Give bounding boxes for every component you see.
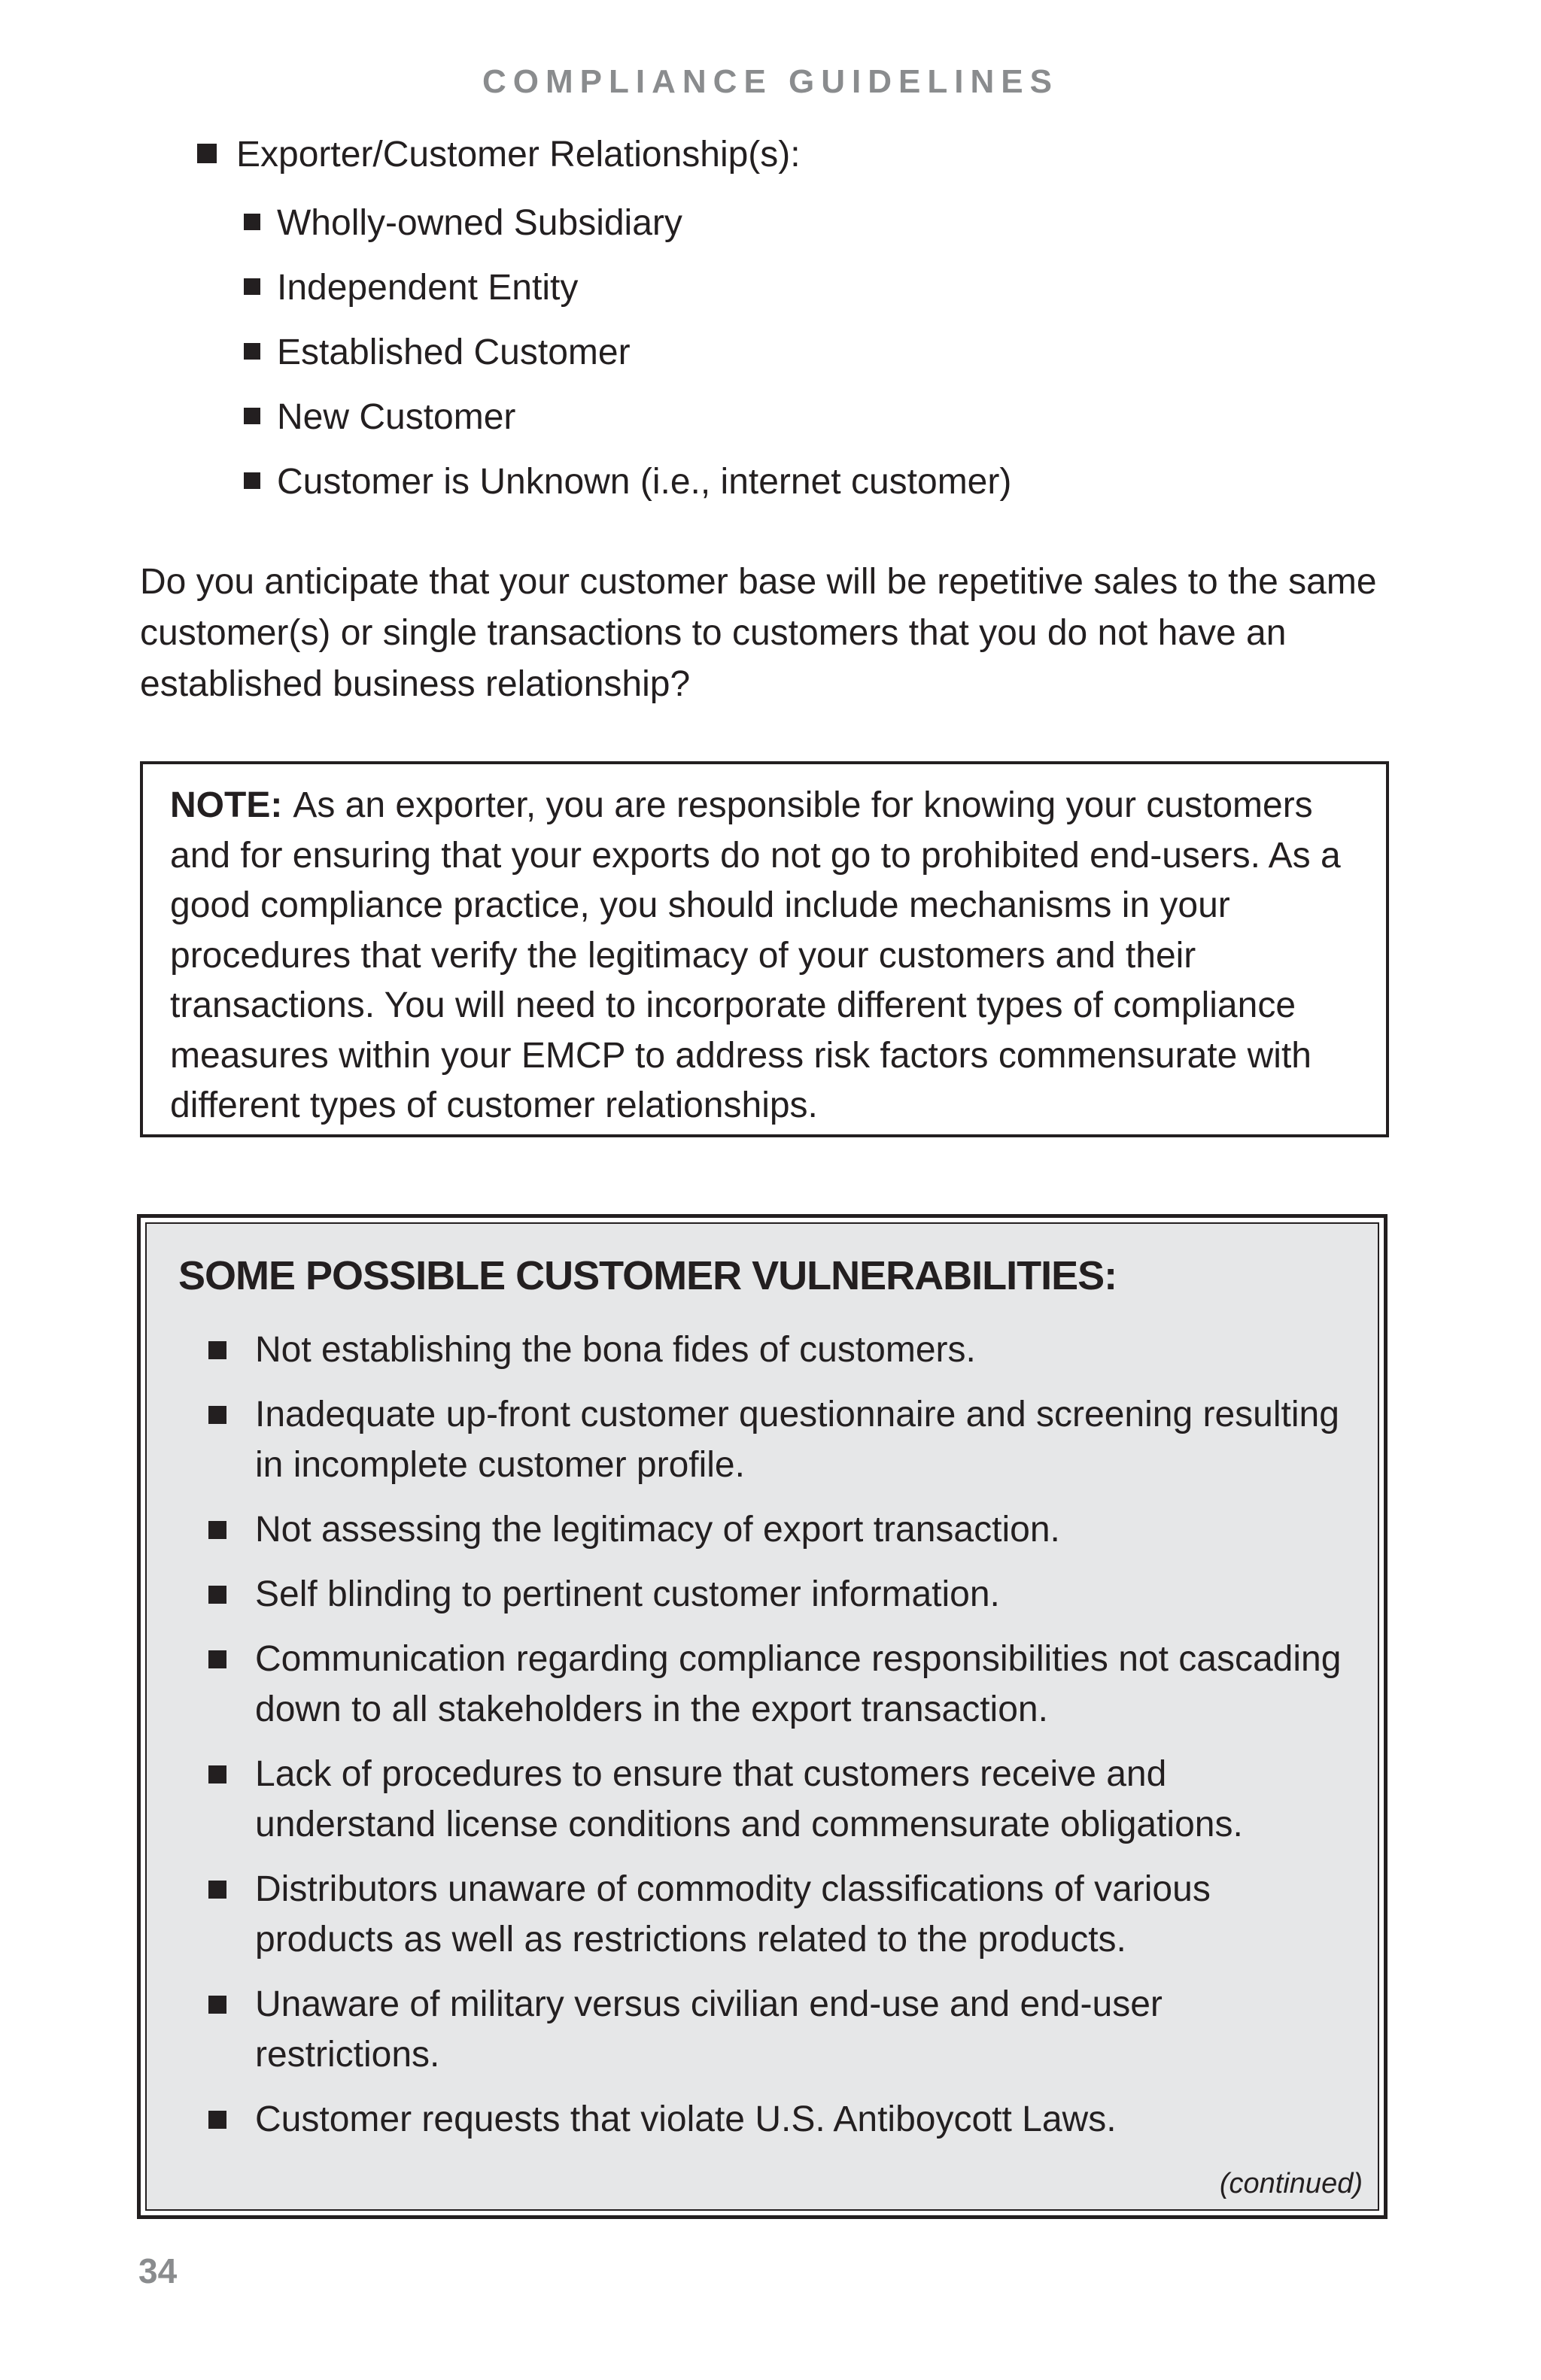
running-head: COMPLIANCE GUIDELINES <box>482 63 1059 100</box>
vulnerabilities-panel <box>145 1222 1379 2211</box>
square-bullet-icon <box>208 1521 226 1539</box>
list-item <box>208 1634 1352 1735</box>
vulnerabilities-box <box>137 1214 1388 2219</box>
list-item <box>208 2094 1352 2145</box>
page-number: 34 <box>138 2251 178 2290</box>
list-item <box>208 1749 1352 1850</box>
list-item <box>208 1389 1352 1490</box>
square-bullet-icon <box>208 1881 226 1899</box>
list-item <box>208 1504 1352 1555</box>
vulnerabilities-title: SOME POSSIBLE CUSTOMER VULNERABILITIES: <box>178 1253 1117 1298</box>
square-bullet-icon <box>244 472 260 489</box>
list-item-text: Unaware of military versus civilian end-use and end-user restrictions. <box>255 1984 1163 2075</box>
note-box <box>140 761 1389 1137</box>
list-item-text: Wholly-owned Subsidiary <box>277 203 682 243</box>
square-bullet-icon <box>208 1996 226 2014</box>
list-item <box>244 191 1011 256</box>
list-item-text: Customer requests that violate U.S. Antiboycott Laws. <box>255 2099 1117 2139</box>
list-item <box>244 450 1011 515</box>
square-bullet-icon <box>208 1650 226 1668</box>
question-paragraph: Do you anticipate that your customer base will be repetitive sales to the same customer(s) or single transactions to customers that you do not have an established business relationship? <box>140 562 1377 704</box>
relationships-heading <box>197 129 801 181</box>
list-item-text: Independent Entity <box>277 268 579 308</box>
list-item-text: Inadequate up-front customer questionnaire and screening resulting in incomplete customer profile. <box>255 1395 1339 1485</box>
list-item <box>244 385 1011 450</box>
square-bullet-icon <box>244 408 260 424</box>
square-bullet-icon <box>208 1406 226 1424</box>
square-bullet-icon <box>208 1341 226 1359</box>
vulnerabilities-list <box>208 1325 1352 2159</box>
list-item <box>244 256 1011 320</box>
list-item <box>208 1979 1352 2080</box>
list-item-text: New Customer <box>277 397 516 437</box>
list-item-text: Lack of procedures to ensure that customers receive and understand license conditions and commensurate obligations. <box>255 1754 1243 1844</box>
list-item-text: Not establishing the bona fides of customers. <box>255 1330 976 1370</box>
note-text: As an exporter, you are responsible for knowing your customers and for ensuring that your exports do not go to prohibited end-users. As a good compliance practice, you should include mechanisms in your procedures that verify the legitimacy of your customers and their transactions. You will need to incorporate different types of compliance measures within your EMCP to address risk factors commensurate with different types of customer relationships. <box>170 785 1341 1125</box>
list-item <box>208 1569 1352 1620</box>
list-item <box>208 1864 1352 1965</box>
square-bullet-icon <box>244 214 260 230</box>
list-item-text: Communication regarding compliance responsibilities not cascading down to all stakeholders in the export transaction. <box>255 1639 1342 1729</box>
note-label: NOTE: <box>170 785 283 825</box>
list-item-text: Self blinding to pertinent customer information. <box>255 1574 1000 1614</box>
square-bullet-icon <box>244 343 260 360</box>
note-paragraph <box>170 781 1360 1131</box>
list-item <box>244 320 1011 385</box>
square-bullet-icon <box>197 144 217 163</box>
relationships-list <box>244 191 1011 515</box>
square-bullet-icon <box>208 1765 226 1783</box>
continued-label: (continued) <box>1219 2168 1363 2199</box>
square-bullet-icon <box>208 1586 226 1604</box>
square-bullet-icon <box>244 278 260 295</box>
relationships-heading-text: Exporter/Customer Relationship(s): <box>236 135 801 175</box>
list-item <box>208 1325 1352 1375</box>
square-bullet-icon <box>208 2111 226 2129</box>
list-item-text: Customer is Unknown (i.e., internet customer) <box>277 462 1012 502</box>
list-item-text: Not assessing the legitimacy of export transaction. <box>255 1510 1060 1550</box>
list-item-text: Established Customer <box>277 332 631 372</box>
list-item-text: Distributors unaware of commodity classifications of various products as well as restrictions related to the products. <box>255 1869 1211 1960</box>
